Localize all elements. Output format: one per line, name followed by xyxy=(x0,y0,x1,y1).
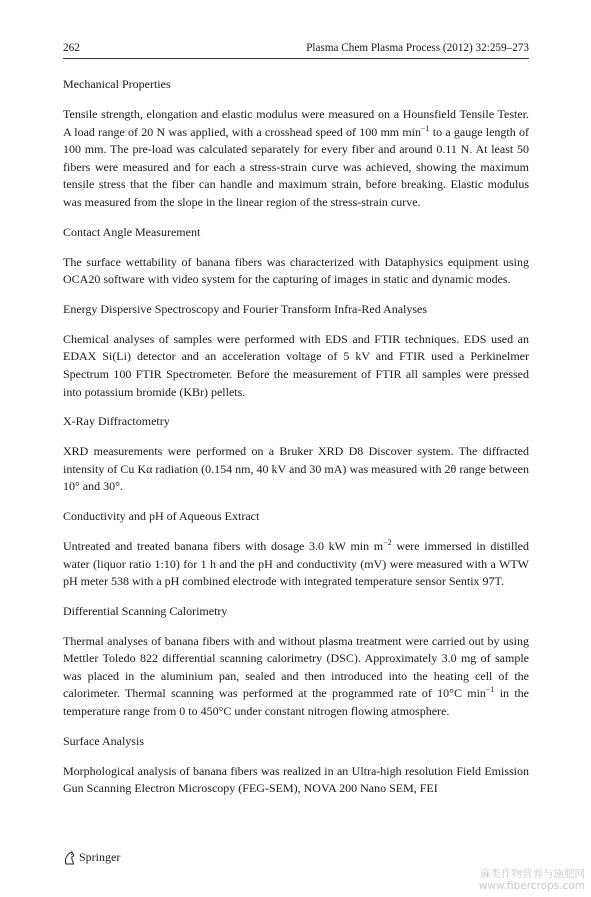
section-heading: Energy Dispersive Spectroscopy and Fourier Transform Infra-Red Analyses xyxy=(63,301,428,316)
watermark-url: www.fibercrops.com xyxy=(478,880,585,892)
section-paragraph xyxy=(63,106,529,212)
section-paragraph: XRD measurements were performed on a Bruker XRD D8 Discover system. The diffracted intensity of Cu Kα radiation (0.154 nm, 40 kV and 30 mA) was measured with 2θ range between 10° and 30°. xyxy=(63,444,529,494)
paper-page xyxy=(63,0,529,897)
paragraph-text: to a gauge length of 100 mm. The pre-load was calculated separately for every fiber and around 0.11 N. At least 50 fibers were measured and for each a stress-strain curve was achieved, showing the maximum tensile stress that the fiber can handle and maximum strain, before breaking. Elastic modulus was measured from the slope in the linear region of the stress-strain curve. xyxy=(63,124,529,209)
running-header xyxy=(63,42,529,59)
section-paragraph xyxy=(63,633,529,721)
publisher-name: Springer xyxy=(79,850,121,864)
section-dsc xyxy=(63,603,529,721)
section-heading: Contact Angle Measurement xyxy=(63,224,201,239)
journal-citation: Plasma Chem Plasma Process (2012) 32:259–273 xyxy=(306,42,529,54)
paragraph-text: Untreated and treated banana fibers with dosage 3.0 kW min m xyxy=(63,538,384,553)
paragraph-text: Tensile strength, elongation and elastic modulus were measured on a Hounsfield Tensile Tester. A load range of 20 N was applied, with a crosshead speed of 100 mm min xyxy=(63,107,529,139)
superscript: −1 xyxy=(485,685,495,695)
section-xrd xyxy=(63,413,529,496)
page-number: 262 xyxy=(63,42,80,54)
section-paragraph xyxy=(63,538,529,591)
section-heading: Mechanical Properties xyxy=(63,77,171,91)
springer-horse-icon xyxy=(63,851,75,865)
superscript: −2 xyxy=(383,537,392,547)
section-eds-ftir xyxy=(63,301,529,401)
section-paragraph: Chemical analyses of samples were performed with EDS and FTIR techniques. EDS used an EDAX Si(Li) detector and an acceleration voltage of 5 kV and FTIR used a Perkinelmer Spectrum 100 FTIR Spectrometer. Before the measurement of FTIR all samples were pressed into potassium bromide (KBr) pellets. xyxy=(63,331,529,399)
section-contact-angle xyxy=(63,224,529,289)
section-paragraph: The surface wettability of banana fibers was characterized with Dataphysics equipment using OCA20 software with video system for the capturing of images in static and dynamic modes. xyxy=(63,254,529,287)
site-watermark xyxy=(479,868,585,892)
paragraph-text: were immersed in distilled water (liquor ratio 1:10) for 1 h and the pH and conductivity (mV) were measured with a WTW pH meter 538 with a pH combined electrode with integrated temperature sensor Sentix 97T. xyxy=(63,538,529,589)
section-surface-analysis xyxy=(63,733,529,798)
section-heading: Surface Analysis xyxy=(63,733,144,748)
section-mechanical-properties xyxy=(63,76,529,212)
section-paragraph: Morphological analysis of banana fibers was realized in an Ultra-high resolution Field Emission Gun Scanning Electron Microscopy (FEG-SEM), NOVA 200 Nano SEM, FEI xyxy=(63,763,529,796)
section-conductivity-ph xyxy=(63,508,529,591)
section-heading: Differential Scanning Calorimetry xyxy=(63,603,228,618)
article-body xyxy=(63,76,529,810)
watermark-chinese: 麻类作物营养与施肥网 xyxy=(480,868,585,880)
page-footer xyxy=(63,850,120,865)
superscript: −1 xyxy=(421,123,430,133)
section-heading: X-Ray Diffractometry xyxy=(63,414,170,429)
paragraph-text: in the temperature range from 0 to 450°C under constant nitrogen flowing atmosphere. xyxy=(63,686,530,719)
paragraph-text: Thermal analyses of banana fibers with and without plasma treatment were carried out by using Mettler Toledo 822 differential scanning calorimetry (DSC). Approximately 3.0 mg of sample was placed in the aluminium pan, sealed and then introduced into the heating cell of the calorimeter. Thermal scanning was performed at the programmed rate of 10°C min xyxy=(63,633,529,701)
section-heading: Conductivity and pH of Aqueous Extract xyxy=(63,508,260,523)
